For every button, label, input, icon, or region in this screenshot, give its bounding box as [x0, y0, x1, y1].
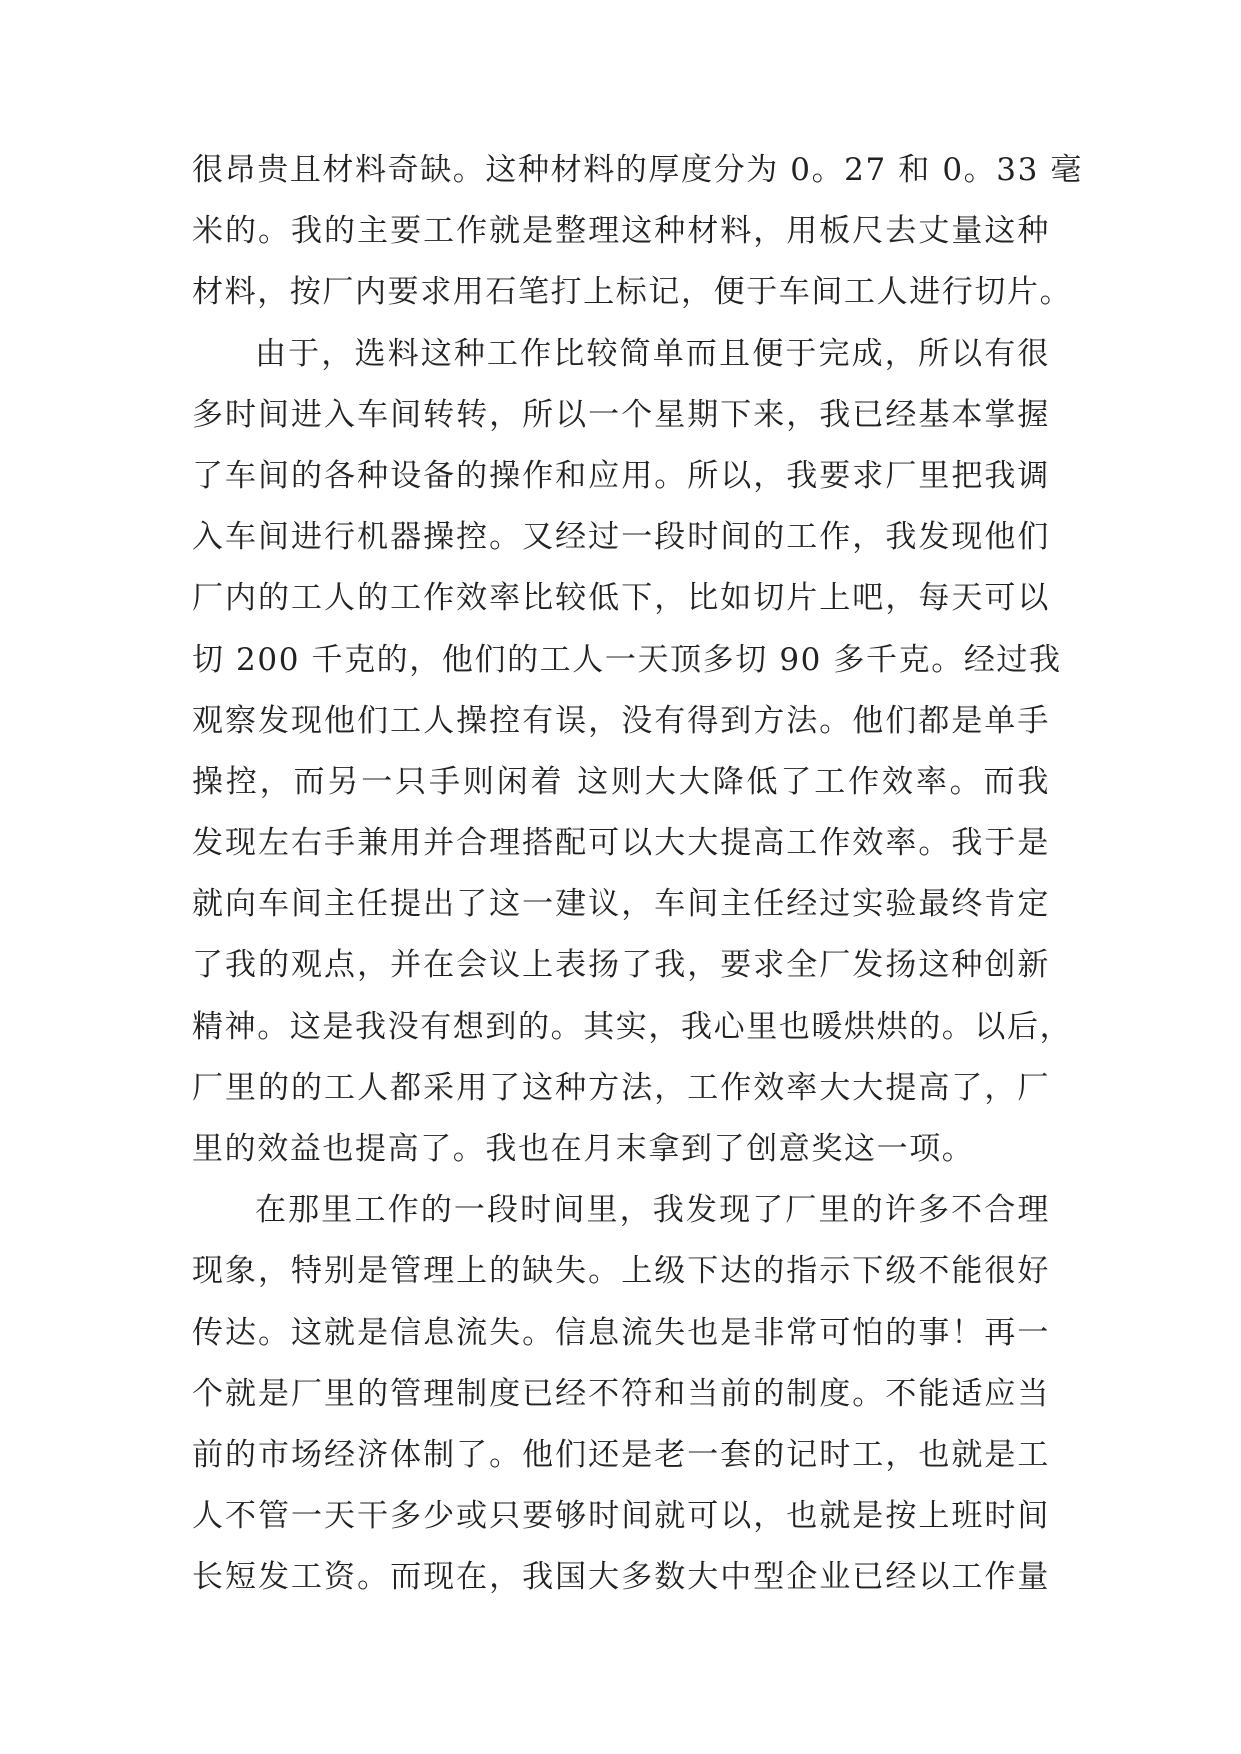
text-line: 材料，按厂内要求用石笔打上标记，便于车间工人进行切片。 — [192, 274, 1073, 311]
text-line: 厂内的工人的工作效率比较低下，比如切片上吧，每天可以 — [192, 580, 1050, 617]
text-line: 了我的观点，并在会议上表扬了我，要求全厂发扬这种创新 — [192, 947, 1050, 984]
text-line: 里的效益也提高了。我也在月末拿到了创意奖这一项。 — [192, 1131, 975, 1167]
text-line: 操控，而另一只手则闲着 这则大大降低了工作效率。而我 — [192, 763, 1050, 800]
text-line: 在那里工作的一段时间里，我发现了厂里的许多不合理 — [255, 1192, 1050, 1229]
text-line: 观察发现他们工人操控有误，没有得到方法。他们都是单手 — [192, 702, 1050, 739]
text-line: 切 200 千克的，他们的工人一天顶多切 90 多千克。经过我 — [192, 641, 1062, 678]
text-line: 个就是厂里的管理制度已经不符和当前的制度。不能适应当 — [192, 1375, 1050, 1412]
text-line: 发现左右手兼用并合理搭配可以大大提高工作效率。我于是 — [192, 825, 1050, 862]
text-line: 入车间进行机器操控。又经过一段时间的工作，我发现他们 — [192, 519, 1050, 556]
body-text — [192, 140, 1083, 1609]
text-line: 精神。这是我没有想到的。其实，我心里也暖烘烘的。以后， — [192, 1008, 1073, 1045]
document-page — [192, 140, 1083, 1609]
text-line: 米的。我的主要工作就是整理这种材料，用板尺去丈量这种 — [192, 213, 1050, 250]
text-line: 多时间进入车间转转，所以一个星期下来，我已经基本掌握 — [192, 396, 1050, 433]
text-line: 了车间的各种设备的操作和应用。所以，我要求厂里把我调 — [192, 457, 1050, 494]
text-line: 很昂贵且材料奇缺。这种材料的厚度分为 0。27 和 0。33 毫 — [192, 152, 1083, 188]
text-line: 人不管一天干多少或只要够时间就可以，也就是按上班时间 — [192, 1498, 1050, 1535]
text-line: 就向车间主任提出了这一建议，车间主任经过实验最终肯定 — [192, 886, 1050, 923]
text-line: 前的市场经济体制了。他们还是老一套的记时工，也就是工 — [192, 1436, 1050, 1473]
text-line: 传达。这就是信息流失。信息流失也是非常可怕的事！再一 — [192, 1314, 1050, 1351]
text-line: 长短发工资。而现在，我国大多数大中型企业已经以工作量 — [192, 1559, 1050, 1596]
text-line: 厂里的的工人都采用了这种方法，工作效率大大提高了，厂 — [192, 1069, 1050, 1106]
text-line: 现象，特别是管理上的缺失。上级下达的指示下级不能很好 — [192, 1253, 1050, 1290]
text-line: 由于，选料这种工作比较简单而且便于完成，所以有很 — [255, 335, 1050, 372]
